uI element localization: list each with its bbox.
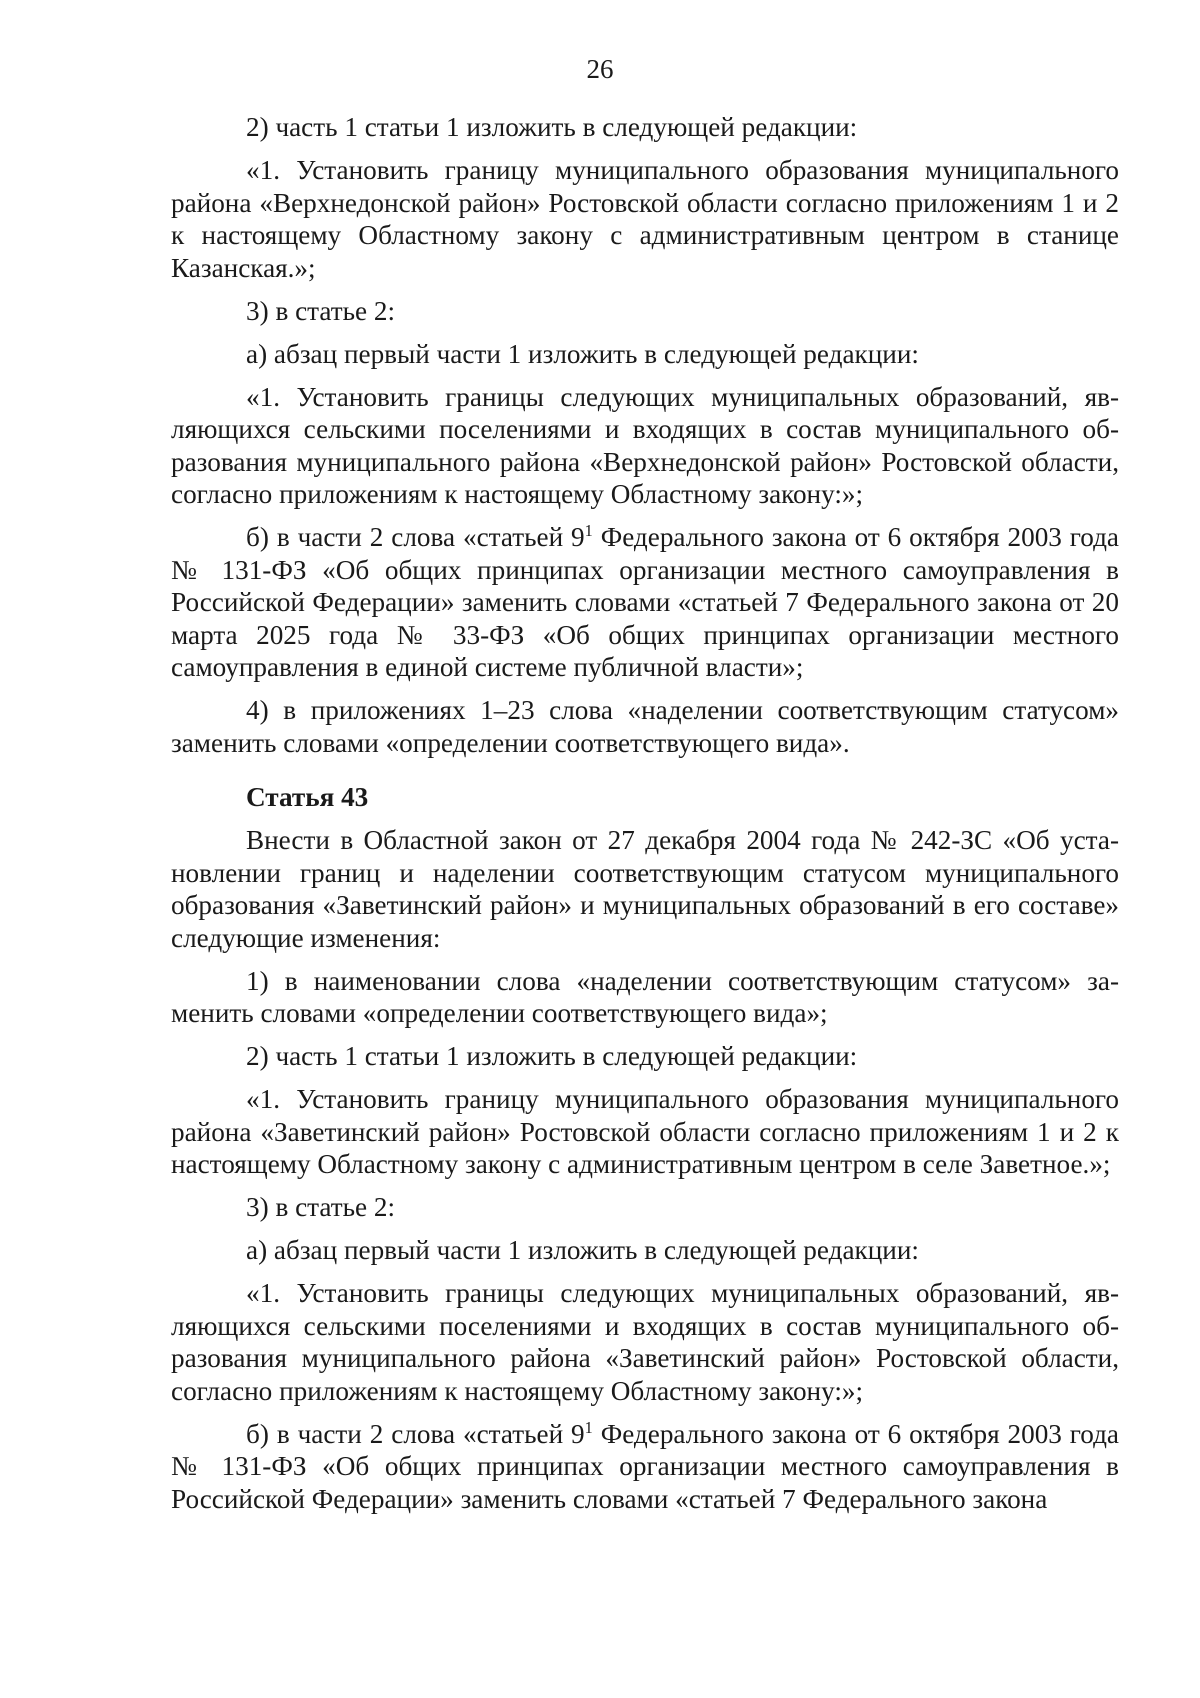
article-heading: Статья 43 bbox=[246, 782, 369, 812]
paragraph-text-part: б) в части 2 слова «статьей 9 bbox=[246, 522, 585, 552]
paragraph-subitem-a: а) абзац первый части 1 изложить в следующей редакции: bbox=[246, 1235, 919, 1265]
paragraph-quote-boundary-verkhnedonskoy: «1. Установить границу муниципального образования муниципального района «Верхнедонской район» Ростовской области согласно приложениям 1 и 2 к настоящему Областному закону с административным центром в станице Казанская.»; bbox=[171, 155, 1119, 283]
superscript-mark: 1 bbox=[584, 520, 593, 540]
paragraph-quote-settlements-verkhnedonskoy: «1. Установить границы следующих муниципальных образований, являющихся сельскими поселениями и входящих в состав муниципального образования муниципального района «Верхнедонской район» Ростовской области, согласно приложениям к настоящему Областному закону:»; bbox=[171, 381, 1119, 509]
paragraph-item-2-part-1: 2) часть 1 статьи 1 изложить в следующей редакции: bbox=[246, 1041, 858, 1071]
paragraph-quote-settlements-zavetinsky: «1. Установить границы следующих муниципальных образований, являющихся сельскими поселениями и входящих в состав муниципального образования муниципального района «Заветинский район» Ростовской области, согласно приложениям к настоящему Областному закону:»; bbox=[171, 1278, 1119, 1406]
paragraph-text-part: Федерального закона от 6 октября 2003 года № 131-ФЗ «Об общих принципах организации местного самоуправления в Российской Федерации» заменить словами «статьей 7 Федерального закона от 20 марта 2025 года № 33-ФЗ «Об общих принципах организации местного самоуправления в единой системе публичной власти»; bbox=[171, 522, 1119, 682]
paragraph-subitem-b bbox=[171, 521, 1119, 684]
paragraph-quote-boundary-zavetinsky: «1. Установить границу муниципального образования муниципального района «Заветинский район» Ростовской области согласно приложениям 1 и 2 к настоящему Областному закону с административным центром в селе Заветное.»; bbox=[171, 1084, 1119, 1179]
document-body bbox=[171, 111, 1119, 1526]
paragraph-text-part: Федерального закона от 6 октября 2003 года № 131-ФЗ «Об общих принципах организации местного самоуправления в Российской Федерации» заменить словами «статьей 7 Федерального закона bbox=[171, 1418, 1119, 1514]
paragraph-item-3-article-2: 3) в статье 2: bbox=[246, 1192, 396, 1222]
paragraph-item-1-title: 1) в наименовании слова «наделении соответствующим статусом» заменить словами «определении соответствующего вида»; bbox=[171, 965, 1119, 1028]
paragraph-item-3-article-2: 3) в статье 2: bbox=[246, 295, 396, 326]
paragraph-text-part: б) в части 2 слова «статьей 9 bbox=[246, 1418, 585, 1449]
paragraph-subitem-a: а) абзац первый части 1 изложить в следующей редакции: bbox=[246, 338, 919, 369]
paragraph-subitem-b bbox=[171, 1418, 1119, 1516]
paragraph-item-4-appendices: 4) в приложениях 1–23 слова «наделении соответствующим статусом» заменить словами «определении соответствующего вида». bbox=[171, 695, 1119, 758]
paragraph-amendment-intro: Внести в Областной закон от 27 декабря 2004 года № 242-ЗС «Об установлении границ и наделении соответствующим статусом муниципального образования «Заветинский район» и муниципальных образований в его составе» следующие изменения: bbox=[171, 825, 1119, 953]
paragraph-item-2-part-1: 2) часть 1 статьи 1 изложить в следующей редакции: bbox=[246, 112, 858, 142]
page-number: 26 bbox=[586, 54, 614, 84]
superscript-mark: 1 bbox=[584, 1417, 593, 1437]
